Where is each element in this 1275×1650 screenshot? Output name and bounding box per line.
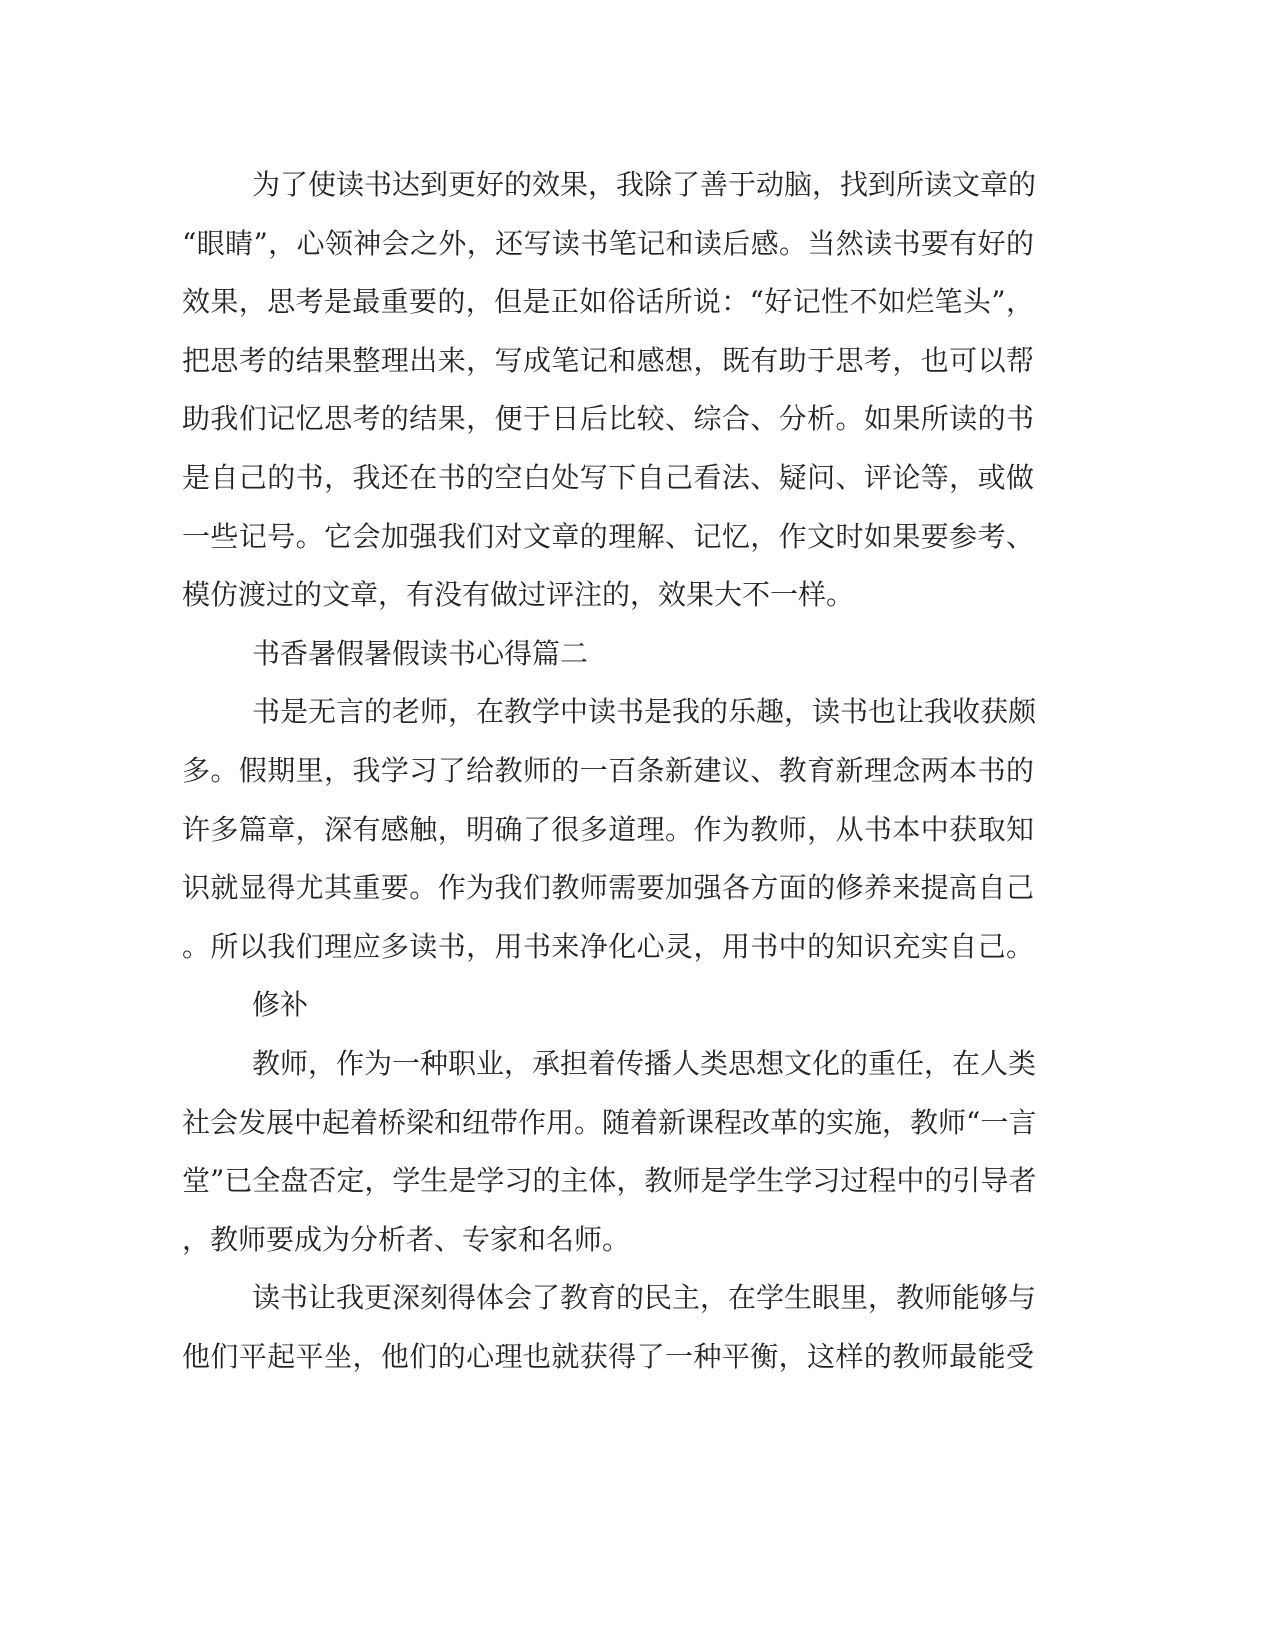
paragraph-line: “眼睛”，心领神会之外，还写读书笔记和读后感。当然读书要有好的 [182, 226, 1034, 260]
paragraph-line: 许多篇章，深有感触，明确了很多道理。作为教师，从书本中获取知 [182, 812, 1034, 846]
paragraph-line: 识就显得尤其重要。作为我们教师需要加强各方面的修养来提高自己 [182, 871, 1034, 905]
paragraph-line: ，教师要成为分析者、专家和名师。 [182, 1222, 631, 1256]
paragraph-line: 他们平起平坐，他们的心理也就获得了一种平衡，这样的教师最能受 [182, 1339, 1034, 1373]
paragraph-line: 效果，思考是最重要的，但是正如俗话所说：“好记性不如烂笔头”， [182, 285, 1034, 319]
paragraph-line: 教师，作为一种职业，承担着传播人类思想文化的重任，在人类 [252, 1046, 1037, 1080]
paragraph-line: 读书让我更深刻得体会了教育的民主，在学生眼里，教师能够与 [252, 1281, 1037, 1315]
paragraph-line: 是自己的书，我还在书的空白处写下自己看法、疑问、评论等，或做 [182, 460, 1034, 494]
paragraph-line: 助我们记忆思考的结果，便于日后比较、综合、分析。如果所读的书 [182, 402, 1034, 436]
section-heading: 修补 [252, 988, 309, 1022]
paragraph-line: 把思考的结果整理出来，写成笔记和感想，既有助于思考，也可以帮 [182, 343, 1034, 377]
paragraph-line: 。所以我们理应多读书，用书来净化心灵，用书中的知识充实自己。 [182, 929, 1034, 963]
paragraph-line: 社会发展中起着桥梁和纽带作用。随着新课程改革的实施，教师“一言 [182, 1105, 1037, 1139]
paragraph-line: 书是无言的老师，在教学中读书是我的乐趣，读书也让我收获颇 [252, 695, 1037, 729]
document-body [182, 156, 1037, 1386]
paragraph-line: 堂”已全盘否定，学生是学习的主体，教师是学生学习过程中的引导者 [182, 1164, 1037, 1198]
paragraph-line: 为了使读书达到更好的效果，我除了善于动脑，找到所读文章的 [252, 168, 1037, 201]
section-heading: 书香暑假暑假读书心得篇二 [252, 636, 589, 670]
paragraph-line: 一些记号。它会加强我们对文章的理解、记忆，作文时如果要参考、 [182, 519, 1034, 553]
paragraph-line: 模仿渡过的文章，有没有做过评注的，效果大不一样。 [182, 578, 855, 612]
paragraph-line: 多。假期里，我学习了给教师的一百条新建议、教育新理念两本书的 [182, 753, 1034, 787]
